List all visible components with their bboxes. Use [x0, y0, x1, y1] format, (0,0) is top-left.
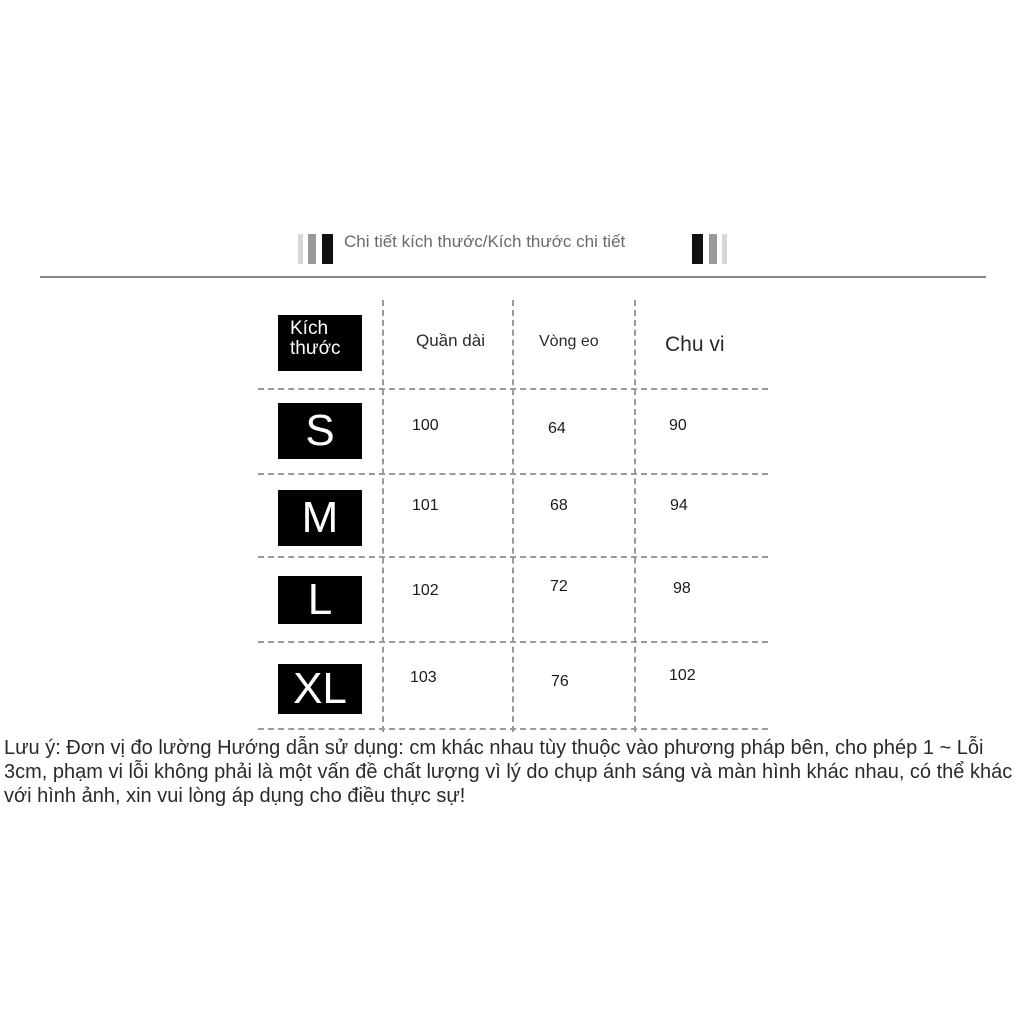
- table-cell: 101: [412, 497, 439, 514]
- row-divider: [258, 641, 768, 643]
- column-header-length: Quần dài: [416, 331, 485, 350]
- decor-bar-right-2: [709, 234, 717, 264]
- column-header-circumference: Chu vi: [665, 333, 725, 356]
- size-label: M: [301, 493, 339, 542]
- column-divider: [634, 300, 636, 732]
- table-cell: 94: [670, 497, 688, 514]
- table-cell: 102: [412, 582, 439, 599]
- size-label: S: [305, 406, 335, 455]
- table-cell: 98: [673, 580, 691, 597]
- size-label: L: [307, 575, 333, 624]
- row-divider: [258, 473, 768, 475]
- table-cell: 64: [548, 420, 566, 437]
- decor-bar-right-3: [722, 234, 727, 264]
- size-box-m: [278, 490, 362, 546]
- table-cell: 103: [410, 669, 437, 686]
- size-box-l: [278, 576, 362, 624]
- table-cell: 76: [551, 673, 569, 690]
- row-divider: [258, 556, 768, 558]
- column-divider: [512, 300, 514, 732]
- page-title: Chi tiết kích thước/Kích thước chi tiết: [344, 232, 626, 251]
- table-cell: 90: [669, 417, 687, 434]
- header-size-box: [278, 315, 362, 371]
- column-header-waist: Vòng eo: [539, 333, 599, 350]
- table-cell: 68: [550, 497, 568, 514]
- measurement-note: Lưu ý: Đơn vị đo lường Hướng dẫn sử dụng: cm khác nhau tùy thuộc vào phương pháp bên, cho phép 1 ~ Lỗi 3cm, phạm vi lỗi không phải là một vấn đề chất lượng vì lý do chụp ánh sáng và màn hình khác nhau, có thể khác với hình ảnh, xin vui lòng áp dụng cho điều thực sự!: [4, 737, 1013, 807]
- header-size-label: Kích thước: [290, 318, 341, 359]
- decor-bar-left-1: [298, 234, 303, 264]
- size-table: [258, 300, 768, 732]
- table-cell: 100: [412, 417, 439, 434]
- column-divider: [382, 300, 384, 732]
- row-divider: [258, 388, 768, 390]
- decor-bar-left-3: [322, 234, 333, 264]
- size-label: XL: [293, 664, 347, 713]
- table-cell: 72: [550, 578, 568, 595]
- title-divider: [40, 276, 986, 278]
- size-box-xl: [278, 664, 362, 714]
- title-bar: [0, 228, 1024, 268]
- table-cell: 102: [669, 667, 696, 684]
- decor-bar-left-2: [308, 234, 316, 264]
- size-box-s: [278, 403, 362, 459]
- decor-bar-right-1: [692, 234, 703, 264]
- row-divider: [258, 728, 768, 730]
